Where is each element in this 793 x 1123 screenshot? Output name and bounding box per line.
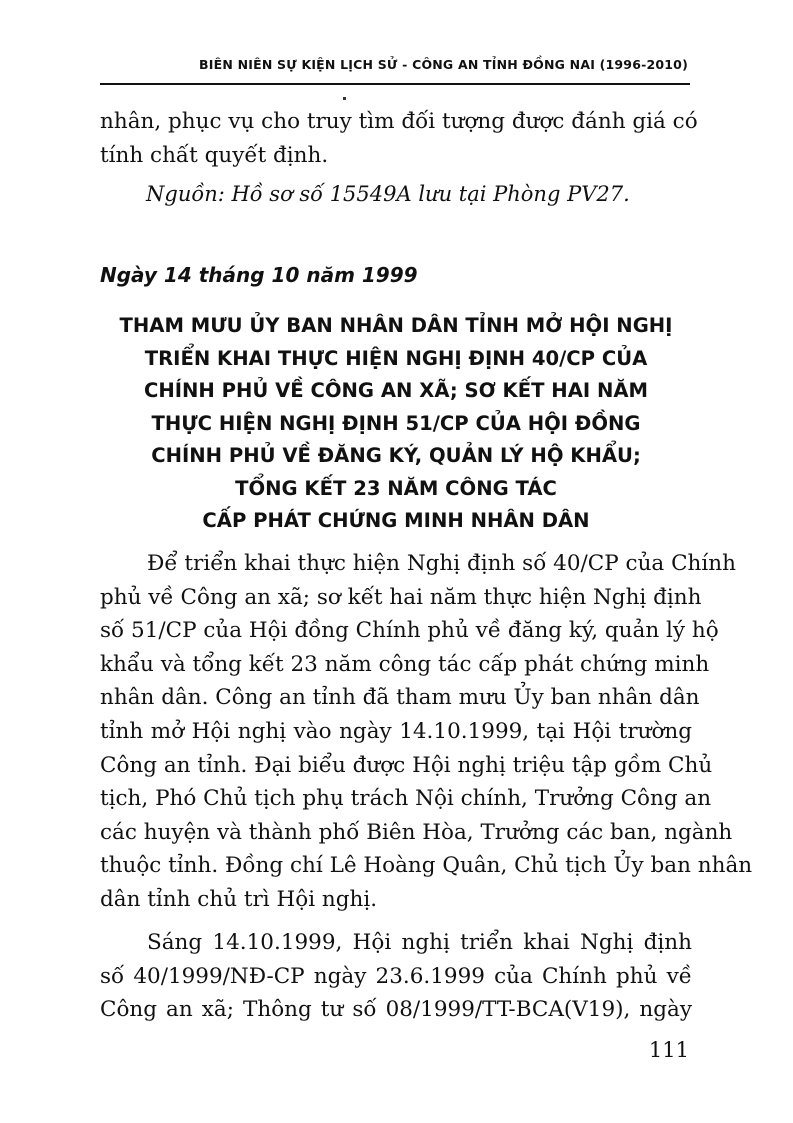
source-note: Nguồn: Hồ sơ số 15549A lưu tại Phòng PV27. (146, 182, 630, 206)
p1-line-1: Để triển khai thực hiện Nghị định số 40/CP của Chính (147, 551, 736, 576)
p1-line-6: tỉnh mở Hội nghị vào ngày 14.10.1999, tại Hội trường (100, 718, 692, 744)
title-line-3: CHÍNH PHỦ VỀ CÔNG AN XÃ; SƠ KẾT HAI NĂM (143, 379, 649, 402)
paragraph-2 (100, 926, 692, 1027)
p1-line-11: dân tỉnh chủ trì Hội nghị. (100, 886, 378, 912)
page-number: 111 (648, 1038, 689, 1062)
intro-paragraph (100, 105, 698, 172)
title-line-5: CHÍNH PHỦ VỀ ĐĂNG KÝ, QUẢN LÝ HỘ KHẨU; (151, 444, 641, 467)
p1-line-10: thuộc tỉnh. Đồng chí Lê Hoàng Quân, Chủ tịch Ủy ban nhân (100, 853, 753, 879)
paragraph-1 (100, 547, 753, 917)
scan-speck (343, 97, 346, 100)
running-header: BIÊN NIÊN SỰ KIỆN LỊCH SỬ - CÔNG AN TỈNH ĐỒNG NAI (1996-2010) (199, 57, 688, 72)
title-line-6: TỔNG KẾT 23 NĂM CÔNG TÁC (235, 476, 557, 500)
intro-line-1: nhân, phục vụ cho truy tìm đối tượng được đánh giá có (100, 109, 698, 134)
header-rule (100, 83, 690, 85)
p1-line-7: Công an tỉnh. Đại biểu được Hội nghị triệu tập gồm Chủ (100, 752, 713, 778)
title-line-1: THAM MƯU ỦY BAN NHÂN DÂN TỈNH MỞ HỘI NGHỊ (119, 314, 673, 337)
entry-title (100, 310, 692, 538)
p2-line-1: Sáng 14.10.1999, Hội nghị triển khai Nghị định (147, 930, 692, 955)
intro-line-2: tính chất quyết định. (100, 142, 329, 168)
p1-line-8: tịch, Phó Chủ tịch phụ trách Nội chính, Trưởng Công an (100, 786, 712, 812)
p1-line-2: phủ về Công an xã; sơ kết hai năm thực hiện Nghị định (100, 584, 702, 610)
title-line-7: CẤP PHÁT CHỨNG MINH NHÂN DÂN (202, 509, 590, 532)
p1-line-9: các huyện và thành phố Biên Hòa, Trưởng các ban, ngành (100, 819, 733, 845)
title-line-2: TRIỂN KHAI THỰC HIỆN NGHỊ ĐỊNH 40/CP CỦA (144, 346, 648, 370)
p2-line-3: Công an xã; Thông tư số 08/1999/TT-BCA(V19), ngày (100, 997, 692, 1023)
p1-line-4: khẩu và tổng kết 23 năm công tác cấp phát chứng minh (100, 651, 710, 677)
p1-line-3: số 51/CP của Hội đồng Chính phủ về đăng ký, quản lý hộ (100, 618, 719, 644)
p2-line-2: số 40/1999/NĐ-CP ngày 23.6.1999 của Chính phủ về (100, 963, 692, 989)
entry-date: Ngày 14 tháng 10 năm 1999 (100, 263, 418, 287)
title-line-4: THỰC HIỆN NGHỊ ĐỊNH 51/CP CỦA HỘI ĐỒNG (151, 411, 641, 435)
p1-line-5: nhân dân. Công an tỉnh đã tham mưu Ủy ban nhân dân (100, 685, 700, 711)
